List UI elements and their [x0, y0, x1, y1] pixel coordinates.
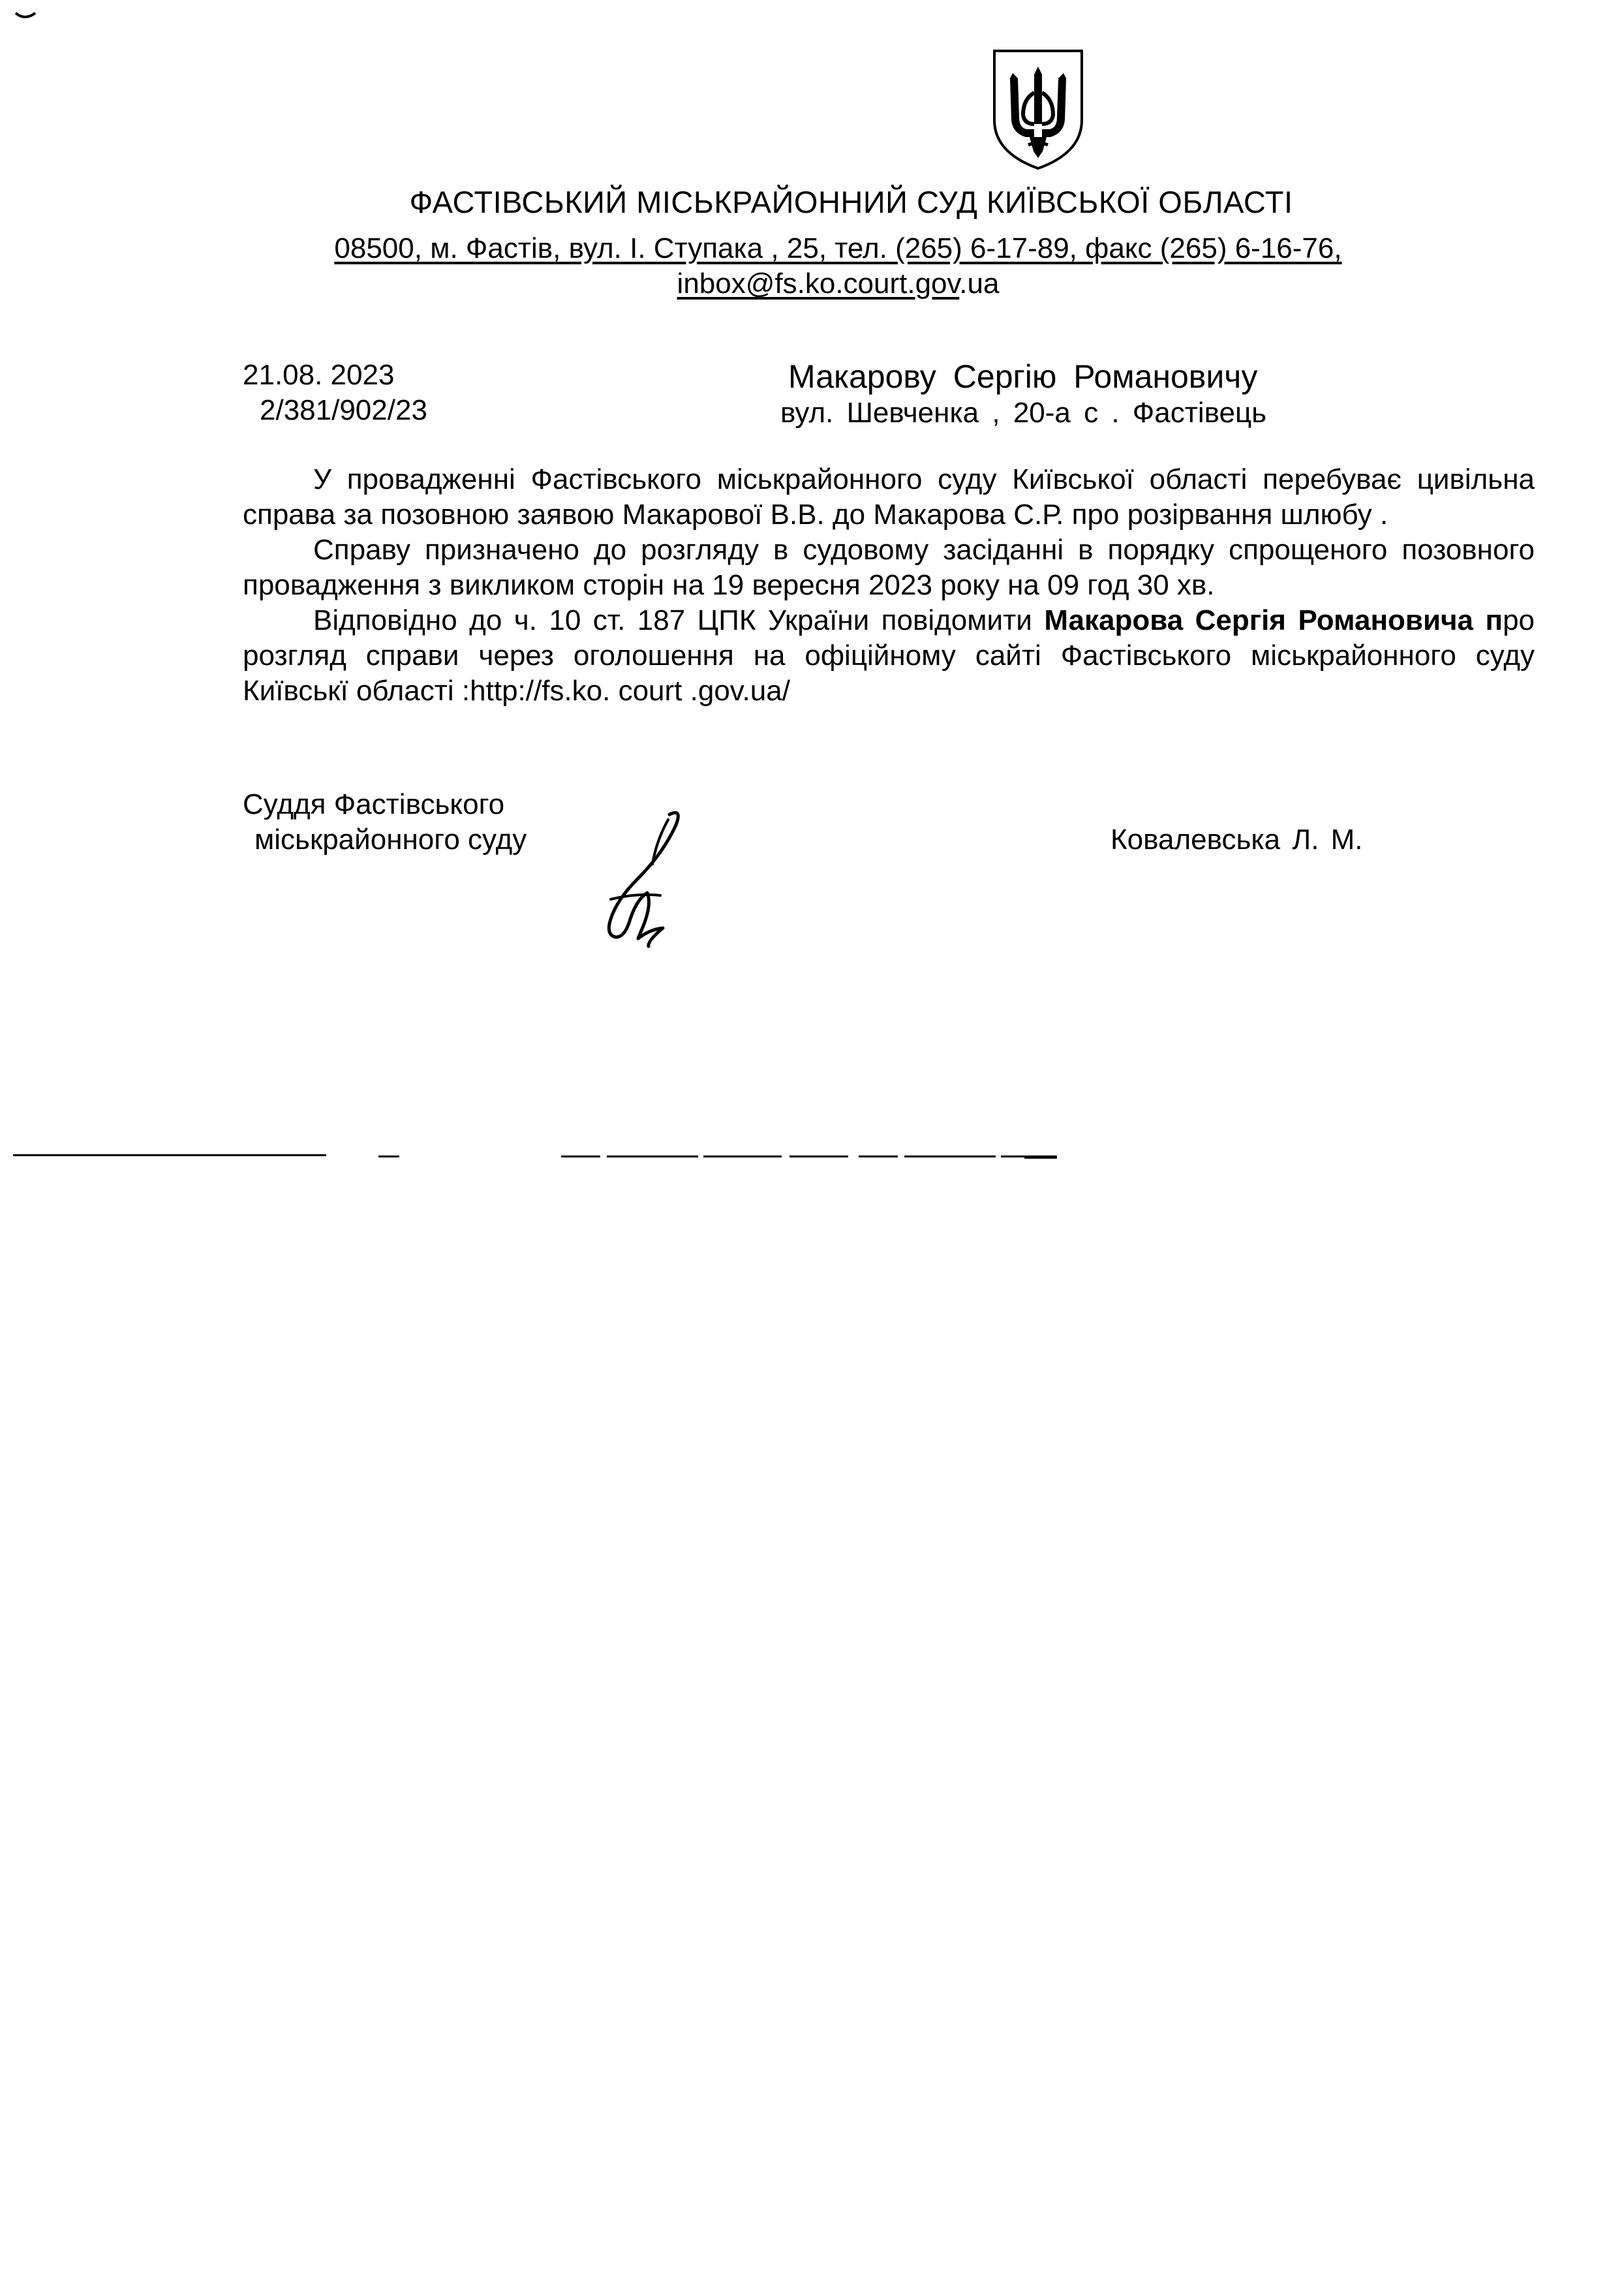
- court-address-text: 08500, м. Фастів, вул. І. Ступака , 25, тел. (265) 6-17-89, факс (265) 6-16-76,: [334, 232, 1342, 264]
- scan-artifact-lines: [0, 1149, 1624, 1168]
- recipient-name: Макарову Сергію Романовичу: [788, 358, 1258, 395]
- court-email: inbox@fs.ko.court.gov: [677, 268, 960, 300]
- court-address: [0, 232, 1624, 265]
- judge-name: Ковалевська Л. М.: [1111, 824, 1363, 856]
- judge-position-line-2: міськрайонного суду: [254, 824, 527, 856]
- letter-body: [243, 462, 1535, 709]
- body-paragraph-2: Справу призначено до розгляду в судовому засіданні в порядку спрощеного позовного провадження з викликом сторін на 19 вересня 2023 року на 09 год 30 хв.: [243, 534, 1535, 601]
- recipient-address: вул. Шевченка , 20-а с . Фастівець: [780, 397, 1267, 429]
- letter-reference-number: 2/381/902/23: [260, 394, 427, 426]
- letter-date: 21.08. 2023: [243, 359, 395, 391]
- body-paragraph-3-start: Відповідно до ч. 10 ст. 187 ЦПК України повідомити: [313, 604, 1045, 636]
- court-email-suffix: .ua: [959, 268, 1000, 300]
- body-paragraph-1: У провадженні Фастівського міськрайонного суду Київської області перебуває цивільна справа за позовною заявою Макарової В.В. до Макарова С.Р. про розірвання шлюбу .: [243, 463, 1535, 531]
- body-paragraph-3-end: ро розгляд справи через оголошення на офіційному сайті Фастівського міськрайонного суду Київськї області :http://fs.ko. court .gov.ua/: [243, 604, 1535, 707]
- court-email-line: [0, 268, 1624, 300]
- scan-mark: [14, 9, 37, 22]
- handwritten-signature: [585, 801, 702, 952]
- trident-coat-of-arms-icon: [989, 47, 1087, 171]
- court-name-heading: ФАСТІВСЬКИЙ МІСЬКРАЙОННИЙ СУД КИЇВСЬКОЇ ОБЛАСТІ: [409, 185, 1293, 219]
- judge-position-line-1: Суддя Фастівського: [243, 788, 505, 820]
- body-paragraph-3-bold: Макарова Сергія Романовича п: [1044, 604, 1503, 636]
- body-paragraph-3: [243, 603, 1535, 709]
